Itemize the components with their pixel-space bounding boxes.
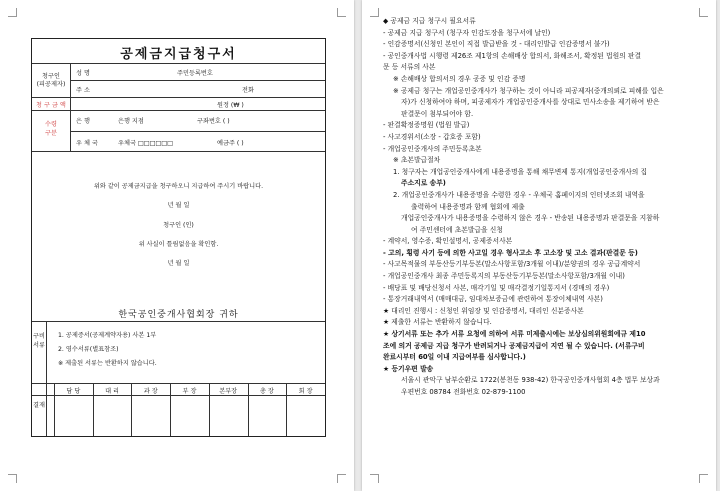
phone-label: 전화 (242, 87, 254, 94)
instruction-line: 자)가 신청하여야 하며, 피공제자가 개업공인중개사를 상대로 민사소송을 제기하여 받은 (401, 98, 660, 107)
recipient-label: 수령 구분 (45, 121, 57, 137)
instruction-line: 판결문이 첨부되어야 함. (401, 109, 474, 118)
form-title: 공제금지급청구서 (120, 47, 237, 62)
doc-item: 2. 영수서류(별표참조) (58, 346, 119, 353)
instruction-line: - 공제금 지급 청구서 (청구자 인감도장을 청구서에 날인) (383, 28, 551, 37)
approval-col-header: 총 장 (259, 388, 274, 395)
approval-col-header: 본부장 (219, 388, 238, 395)
date-line-2: 년 월 일 (167, 260, 190, 267)
rrn-label: 주민등록번호 (177, 70, 213, 77)
approval-col-header: 부 장 (182, 388, 197, 395)
request-line: 위와 같이 공제금지급을 청구하오니 지급하여 주시기 바랍니다. (93, 183, 264, 190)
confirm-line: 위 사실이 틀림없음을 확인함. (138, 241, 219, 248)
instruction-line: 문 등 서류의 사본 (383, 63, 436, 72)
claim-amount-field[interactable]: 원정 (₩ ) (217, 102, 244, 109)
instructions-text (383, 16, 708, 399)
instruction-line: 우편번호 08784 전화번호 02-879-1100 (401, 388, 526, 396)
addressee: 한국공인중개사협회장 귀하 (118, 310, 239, 320)
instruction-line: ※ 초본발급절차 (393, 156, 441, 165)
instruction-line: - 배당표 및 배당신청서 사본, 매각기일 및 매각결정기일통지서 (경매의 경우) (383, 283, 610, 292)
approval-col-header: 대 리 (105, 388, 120, 395)
doc-item: 1. 공제증서(공제계약자용) 사본 1부 (58, 332, 157, 339)
instruction-line: - 개업공인중개사 최종 주민등록지의 부동산등기부등본(말소사항포함/3개월 이내) (383, 272, 625, 281)
instruction-line: 개업공인중개사가 내용증명을 수령하지 않은 경우 - 반송된 내용증명과 판결문을 지참하 (401, 214, 660, 223)
instruction-line: ※ 공제금 청구는 개업공인중개사가 청구하는 것이 아니라 피공제자(중개의뢰로 피해를 입은 (393, 86, 664, 95)
instruction-line: - 인감증명서(신청인 본인이 직접 발급받을 것 - 대리인발급 인감증명서 불가) (383, 40, 610, 49)
instruction-line: ★ 등기우편 발송 (383, 364, 434, 373)
postal-field[interactable]: 우체국 □□□□□□ (118, 140, 173, 147)
instruction-line: - 공인중개사법 시행령 제26조 제1항의 손해배상 합의서, 화해조서, 확정된 법원의 판결 (383, 51, 642, 60)
instruction-line: 조에 의거 공제금 지급 청구가 반려되거나 공제금지급이 지연 될 수 있습니다. (서류구비 (383, 341, 645, 350)
instruction-line: ※ 손해배상 합의서의 경우 공증 및 인감 증명 (393, 74, 526, 83)
instruction-line: 완료시부터 60일 이내 지급여부를 심사합니다.) (383, 353, 526, 362)
doc-note: ※ 제출된 서류는 반환하지 않습니다. (58, 360, 157, 367)
instruction-line: 2. 개업공인중개사가 내용증명을 수령한 경우 - 우체국 홈페이지의 인터넷조회 내역을 (393, 190, 645, 199)
instruction-line: ★ 대리인 진행시 : 신청인 위임장 및 인감증명서, 대리인 신분증사본 (383, 306, 584, 315)
crop-mark (337, 8, 346, 17)
crop-mark (8, 474, 17, 483)
instruction-line: 1. 청구자는 개업공인중개사에게 내용증명을 통해 채무변제 통지(개업공인중개사의 집 (393, 167, 648, 176)
address-label: 주 소 (76, 87, 90, 94)
instruction-line: - 사고목적물의 부동산등기부등본(말소사항포함/3개월 이내)/분양권의 경우 공급계약서 (383, 260, 641, 269)
approval-col-header: 회 장 (298, 388, 313, 395)
approval-label: 결재 (33, 402, 45, 409)
crop-mark (8, 8, 17, 17)
crop-mark (370, 8, 379, 17)
instruction-line: 출력하여 내용증명과 함께 협회에 제출 (411, 202, 525, 211)
instruction-line: ★ 상기서류 또는 추가 서류 요청에 의하여 서류 미제출시에는 보상심의위원회에규 제10 (383, 330, 646, 339)
bank-label: 은 행 (76, 118, 90, 125)
crop-mark (370, 474, 379, 483)
instruction-line: ★ 제출한 서류는 반환하지 않습니다. (383, 318, 492, 327)
account-field[interactable]: 구좌번호 ( ) (197, 118, 230, 125)
docs-label: 구비서류 (33, 333, 45, 349)
instruction-line: - 통장거래내역서 (매매대금, 임대차보증금에 관련하여 통장이체내역 사본) (383, 295, 603, 304)
claim-form (31, 38, 326, 437)
name-label: 성 명 (76, 70, 90, 77)
claim-amount-label: 청 구 금 액 (36, 102, 66, 109)
holder-field[interactable]: 예금주 ( ) (217, 140, 244, 147)
instruction-line: - 고의, 횡령 사기 등에 의한 사고일 경우 형사고소 후 고소장 및 고소 결과(판결문 등) (383, 248, 638, 257)
instruction-line: 서울시 관악구 남부순환로 1722(봉천동 938-42) 한국공인중개사협회 4층 법무 보상과 (401, 376, 660, 385)
approval-col-header: 과 장 (143, 388, 158, 395)
signer-line: 청구인 (인) (163, 222, 194, 229)
instruction-line: - 개업공인중개사의 주민등록초본 (383, 144, 482, 153)
instruction-line: - 판결확정증명원 (법원 발급) (383, 121, 470, 130)
postal-label: 우 체 국 (76, 140, 98, 147)
instruction-line: - 계약서, 영수증, 확인설명서, 공제증서사본 (383, 237, 513, 246)
crop-mark (699, 474, 708, 483)
approval-col-header: 담 당 (66, 388, 81, 395)
instruction-line: - 사고경위서(소장 - 갑호증 포함) (383, 132, 481, 141)
claimant-label: 청구인 (피공제자) (36, 73, 66, 88)
date-line-1: 년 월 일 (167, 202, 190, 209)
instruction-line: 주소지로 송부) (401, 179, 446, 188)
crop-mark (337, 474, 346, 483)
instruction-line: ◆ 공제금 지급 청구시 필요서류 (383, 17, 476, 25)
bank-field[interactable]: 은행 지점 (118, 118, 144, 125)
instruction-line: 여 주민센터에 초본발급을 신청 (411, 225, 503, 234)
